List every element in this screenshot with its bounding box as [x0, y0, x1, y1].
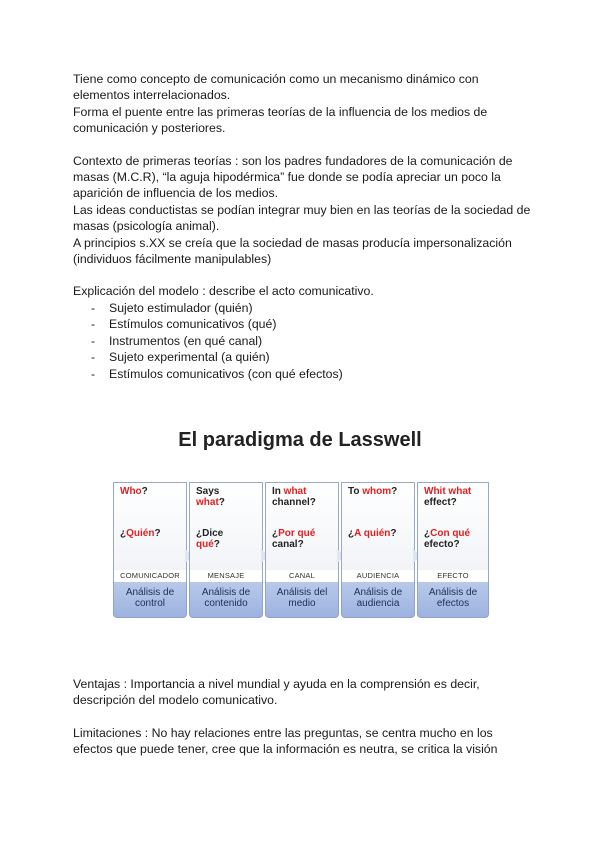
diagram-column-who — [113, 482, 187, 618]
analysis-box: Análisis de efectos — [417, 582, 489, 618]
bullet-item: - Instrumentos (en qué canal) — [91, 333, 533, 349]
intro-paragraph-1: Tiene como concepto de comunicación como un mecanismo dinámico con elementos interrelacionados. — [73, 72, 479, 103]
english-question: Whit what effect? — [424, 486, 472, 508]
diagram-title: El paradigma de Lasswell — [178, 429, 422, 451]
model-explanation: Explicación del modelo : describe el acto comunicativo. — [73, 284, 374, 299]
diagram-column-effect — [417, 482, 489, 618]
question-box — [265, 482, 339, 570]
english-question: In what channel? — [272, 486, 316, 508]
context-paragraph-1: Contexto de primeras teorías : son los padres fundadores de la comunicación de masas (M.C.R), “la aguja hipodérmica” fue donde se podía apreciar un poco la aparición de influencia de los medios. — [73, 153, 513, 201]
context-paragraph-2: Las ideas conductistas se podían integrar muy bien en las teorías de la sociedad de masas (psicología animal). — [73, 202, 531, 234]
bullet-item: - Estímulos comunicativos (qué) — [91, 316, 533, 332]
question-box — [189, 482, 263, 570]
spanish-question: ¿A quién? — [348, 528, 397, 539]
analysis-box: Análisis de contenido — [189, 582, 263, 618]
english-question: To whom? — [348, 486, 398, 497]
context-paragraph-3: A principios s.XX se creía que la sociedad de masas producía impersonalización (individuos fácilmente manipulables) — [73, 235, 512, 267]
intro-block — [73, 71, 533, 382]
diagram-column-whom — [341, 482, 415, 618]
limitations-paragraph: Limitaciones : No hay relaciones entre las preguntas, se centra mucho en los efectos que puede tener, cree que la información es neutra, se critica la visión — [73, 725, 498, 757]
diagram-column-channel — [265, 482, 339, 618]
analysis-box: Análisis del medio — [265, 582, 339, 618]
intro-paragraph-2: Forma el puente entre las primeras teorías de la influencia de los medios de comunicación y posteriores. — [73, 104, 488, 136]
analysis-box: Análisis de audiencia — [341, 582, 415, 618]
spanish-question: ¿Quién? — [120, 528, 161, 539]
role-label: MENSAJE — [189, 570, 263, 582]
question-box — [417, 482, 489, 570]
advantages-paragraph: Ventajas : Importancia a nivel mundial y ayuda en la comprensión es decir, descripción del modelo comunicativo. — [73, 677, 480, 708]
role-label: COMUNICADOR — [113, 570, 187, 582]
diagram-column-what — [189, 482, 263, 618]
bullet-item: - Sujeto estimulador (quién) — [91, 300, 533, 316]
evaluation-block — [73, 676, 533, 758]
question-box — [341, 482, 415, 570]
bullet-item: - Sujeto experimental (a quién) — [91, 349, 533, 365]
model-bullet-list — [73, 300, 533, 382]
role-label: EFECTO — [417, 570, 489, 582]
bullet-item: - Estímulos comunicativos (con qué efectos) — [91, 366, 533, 382]
spanish-question: ¿Por qué canal? — [272, 528, 316, 550]
role-label: AUDIENCIA — [341, 570, 415, 582]
role-label: CANAL — [265, 570, 339, 582]
question-box — [113, 482, 187, 570]
english-question: Says what? — [196, 486, 225, 508]
lasswell-diagram — [113, 482, 489, 622]
spanish-question: ¿Dice qué? — [196, 528, 224, 550]
spanish-question: ¿Con qué efecto? — [424, 528, 471, 550]
analysis-box: Análisis de control — [113, 582, 187, 618]
english-question: Who? — [120, 486, 148, 497]
